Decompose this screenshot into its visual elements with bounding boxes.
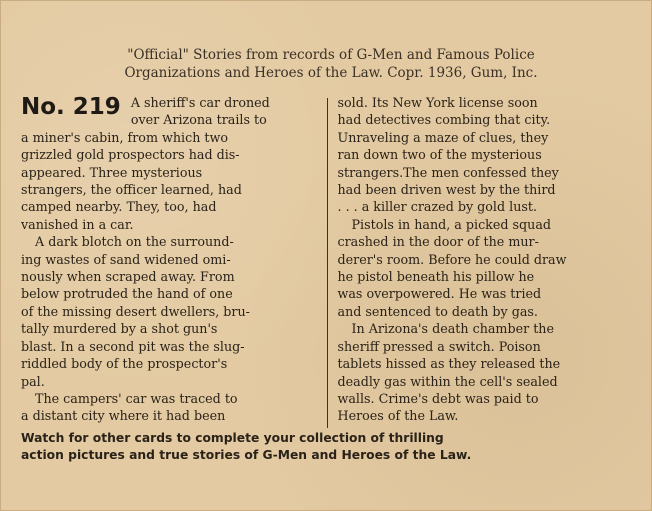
story-column-left — [21, 94, 327, 428]
story-line: he pistol beneath his pillow he — [337, 269, 535, 285]
card-number: No. 219 — [21, 94, 121, 120]
story-line: ing wastes of sand widened omi- — [21, 251, 231, 267]
story-line: pal. — [21, 373, 45, 389]
story-line: vanished in a car. — [21, 216, 134, 232]
story-line: Pistols in hand, a picked squad — [351, 216, 552, 232]
story-line: appeared. Three mysterious — [21, 164, 203, 180]
footer-line-1: Watch for other cards to complete your collection of thrilling — [21, 431, 444, 445]
story-line: and sentenced to death by gas. — [337, 303, 538, 319]
story-line: tally murdered by a shot gun's — [21, 321, 218, 337]
story-line: tablets hissed as they released the — [337, 356, 561, 372]
story-line: camped nearby. They, too, had — [21, 199, 217, 215]
header-line-2: Organizations and Heroes of the Law. Copr. 1936, Gum, Inc. — [124, 65, 538, 81]
story-column-right — [328, 94, 638, 428]
story-line: below protruded the hand of one — [21, 286, 233, 302]
story-line: derer's room. Before he could draw — [337, 251, 567, 267]
story-line: had been driven west by the third — [337, 182, 556, 198]
card-header — [21, 46, 641, 82]
story-line: A dark blotch on the surround- — [35, 234, 234, 250]
story-line: . . . a killer crazed by gold lust. — [337, 199, 538, 215]
story-line: riddled body of the prospector's — [21, 356, 228, 372]
story-line: Heroes of the Law. — [337, 408, 459, 424]
card-footer — [21, 430, 637, 464]
story-line: a miner's cabin, from which two — [21, 129, 229, 145]
story-line: strangers, the officer learned, had — [21, 182, 242, 198]
story-line: walls. Crime's debt was paid to — [337, 390, 539, 406]
story-line: a distant city where it had been — [21, 408, 226, 424]
story-body — [21, 94, 637, 428]
story-line: crashed in the door of the mur- — [337, 234, 539, 250]
story-line: ran down two of the mysterious — [337, 147, 542, 163]
story-line: had detectives combing that city. — [337, 112, 551, 128]
story-line: sold. Its New York license soon — [337, 95, 538, 110]
story-line: deadly gas within the cell's sealed — [337, 373, 558, 389]
story-line: In Arizona's death chamber the — [351, 321, 554, 337]
story-line: of the missing desert dwellers, bru- — [21, 303, 250, 319]
story-line: A sheriff's car droned — [130, 95, 270, 110]
story-line: was overpowered. He was tried — [337, 286, 542, 302]
footer-line-2: action pictures and true stories of G-Men and Heroes of the Law. — [21, 448, 472, 462]
story-line: grizzled gold prospectors had dis- — [21, 147, 240, 163]
story-line: nously when scraped away. From — [21, 269, 235, 285]
story-line: strangers.The men confessed they — [337, 164, 559, 180]
story-line: over Arizona trails to — [130, 112, 267, 128]
story-line: Unraveling a maze of clues, they — [337, 129, 549, 145]
story-line: sheriff pressed a switch. Poison — [337, 338, 541, 354]
header-line-1: "Official" Stories from records of G-Men and Famous Police — [127, 47, 535, 63]
story-line: The campers' car was traced to — [35, 390, 238, 406]
story-line: blast. In a second pit was the slug- — [21, 338, 245, 354]
